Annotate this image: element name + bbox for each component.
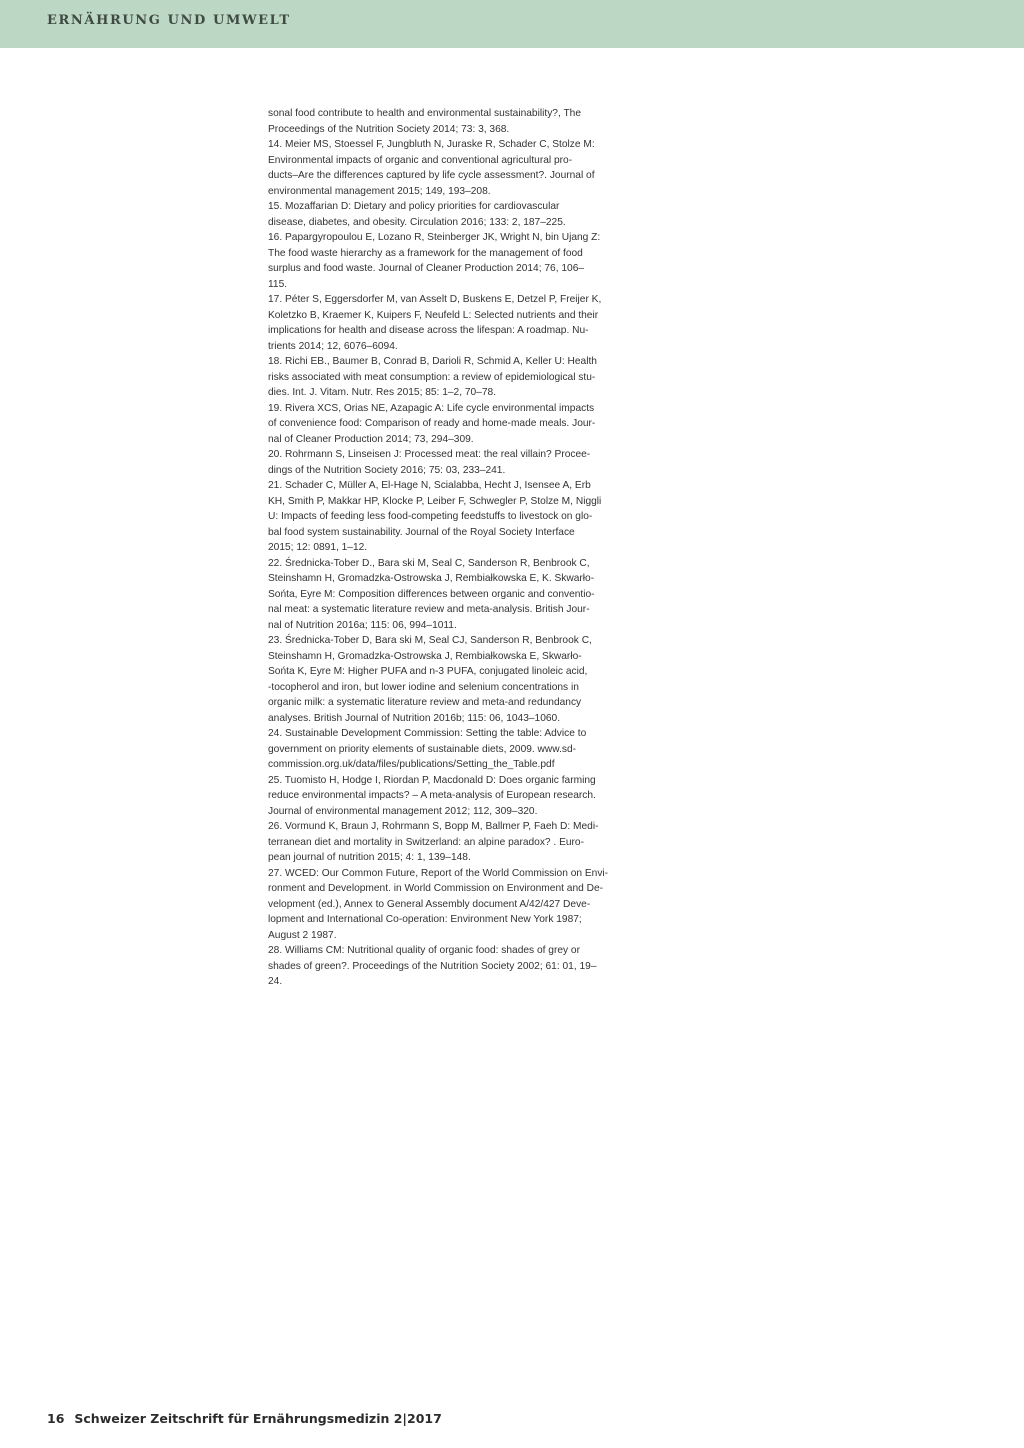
page-number: 16 (47, 1411, 65, 1426)
reference-line: -tocopherol and iron, but lower iodine and selenium concentrations in (268, 681, 579, 693)
header-band (0, 0, 1024, 48)
reference-line: Steinshamn H, Gromadzka-Ostrowska J, Rembiałkowska E, K. Skwarło- (268, 573, 595, 584)
reference-line: 27. WCED: Our Common Future, Report of the World Commission on Envi- (268, 867, 609, 879)
reference-line: ducts–Are the differences captured by life cycle assessment?. Journal of (268, 170, 595, 181)
reference-line: organic milk: a systematic literature review and meta-and redundancy (268, 697, 582, 708)
reference-line: terranean diet and mortality in Switzerland: an alpine paradox? . Euro- (268, 836, 584, 848)
reference-line: Sońta, Eyre M: Composition differences between organic and conventio- (268, 588, 595, 600)
reference-line: surplus and food waste. Journal of Cleaner Production 2014; 76, 106– (268, 263, 585, 274)
reference-line: pean journal of nutrition 2015; 4: 1, 139–148. (268, 852, 471, 863)
reference-line: 28. Williams CM: Nutritional quality of organic food: shades of grey or (268, 945, 580, 956)
reference-line: shades of green?. Proceedings of the Nutrition Society 2002; 61: 01, 19– (268, 960, 597, 972)
reference-line: The food waste hierarchy as a framework for the management of food (268, 247, 583, 259)
reference-line: 25. Tuomisto H, Hodge I, Riordan P, Macdonald D: Does organic farming (268, 774, 596, 786)
reference-line: government on priority elements of sustainable diets, 2009. www.sd- (268, 743, 577, 755)
reference-line: analyses. British Journal of Nutrition 2016b; 115: 06, 1043–1060. (268, 712, 561, 724)
reference-line: implications for health and disease across the lifespan: A roadmap. Nu- (268, 325, 589, 336)
reference-line: 16. Papargyropoulou E, Lozano R, Steinberger JK, Wright N, bin Ujang Z: (268, 232, 601, 243)
reference-line: 19. Rivera XCS, Orias NE, Azapagic A: Life cycle environmental impacts (268, 402, 595, 414)
reference-line: KH, Smith P, Makkar HP, Klocke P, Leiber F, Schwegler P, Stolze M, Niggli (268, 495, 602, 507)
reference-line: bal food system sustainability. Journal of the Royal Society Interface (268, 526, 575, 538)
reference-line: 2015; 12: 0891, 1–12. (268, 542, 368, 553)
reference-line: 24. (268, 976, 283, 987)
journal-name: Schweizer Zeitschrift für Ernährungsmedizin 2|2017 (74, 1411, 442, 1426)
reference-line: 23. Średnicka-Tober D, Bara ski M, Seal CJ, Sanderson R, Benbrook C, (268, 635, 592, 646)
reference-line: ronment and Development. in World Commission on Environment and De- (268, 883, 604, 894)
reference-line: 22. Średnicka-Tober D., Bara ski M, Seal C, Sanderson R, Benbrook C, (268, 557, 590, 569)
reference-line: Koletzko B, Kraemer K, Kuipers F, Neufeld L: Selected nutrients and their (268, 309, 599, 321)
reference-line: Journal of environmental management 2012; 112, 309–320. (268, 805, 538, 817)
reference-line: nal meat: a systematic literature review and meta-analysis. British Jour- (268, 604, 590, 615)
page-footer (47, 1411, 442, 1426)
reference-line: 26. Vormund K, Braun J, Rohrmann S, Bopp M, Ballmer P, Faeh D: Medi- (268, 821, 599, 832)
reference-line: sonal food contribute to health and environmental sustainability?, The (268, 108, 581, 119)
reference-line: Environmental impacts of organic and conventional agricultural pro- (268, 154, 573, 166)
reference-line: Steinshamn H, Gromadzka-Ostrowska J, Rembiałkowska E, Skwarło- (268, 650, 582, 662)
reference-line: 17. Péter S, Eggersdorfer M, van Asselt D, Buskens E, Detzel P, Freijer K, (268, 294, 602, 305)
reference-line: disease, diabetes, and obesity. Circulation 2016; 133: 2, 187–225. (268, 216, 566, 228)
reference-list (268, 106, 612, 990)
reference-line: 18. Richi EB., Baumer B, Conrad B, Darioli R, Schmid A, Keller U: Health (268, 356, 597, 367)
reference-line: August 2 1987. (268, 929, 337, 941)
section-title: ERNÄHRUNG UND UMWELT (47, 13, 291, 28)
reference-line: 14. Meier MS, Stoessel F, Jungbluth N, Juraske R, Schader C, Stolze M: (268, 139, 595, 150)
reference-line: 15. Mozaffarian D: Dietary and policy priorities for cardiovascular (268, 201, 560, 212)
reference-line: 20. Rohrmann S, Linseisen J: Processed meat: the real villain? Procee- (268, 449, 591, 460)
reference-line: commission.org.uk/data/files/publications/Setting_the_Table.pdf (268, 759, 555, 770)
reference-line: lopment and International Co-operation: Environment New York 1987; (268, 914, 582, 925)
reference-line: U: Impacts of feeding less food-competing feedstuffs to livestock on glo- (268, 511, 593, 522)
reference-line: reduce environmental impacts? – A meta-analysis of European research. (268, 790, 596, 801)
reference-line: velopment (ed.), Annex to General Assembly document A/42/427 Deve- (268, 898, 591, 910)
reference-line: risks associated with meat consumption: a review of epidemiological stu- (268, 371, 596, 383)
reference-line: dies. Int. J. Vitam. Nutr. Res 2015; 85: 1–2, 70–78. (268, 387, 497, 398)
reference-line: 24. Sustainable Development Commission: Setting the table: Advice to (268, 728, 587, 739)
reference-line: environmental management 2015; 149, 193–208. (268, 185, 491, 197)
reference-line: Proceedings of the Nutrition Society 2014; 73: 3, 368. (268, 123, 510, 135)
reference-line: of convenience food: Comparison of ready and home-made meals. Jour- (268, 418, 596, 429)
reference-line: nal of Cleaner Production 2014; 73, 294–309. (268, 433, 474, 445)
reference-line: dings of the Nutrition Society 2016; 75: 03, 233–241. (268, 464, 506, 476)
reference-line: trients 2014; 12, 6076–6094. (268, 340, 398, 352)
reference-line: nal of Nutrition 2016a; 115: 06, 994–1011. (268, 619, 457, 631)
reference-line: Sońta K, Eyre M: Higher PUFA and n-3 PUFA, conjugated linoleic acid, (268, 666, 588, 677)
reference-line: 21. Schader C, Müller A, El-Hage N, Scialabba, Hecht J, Isensee A, Erb (268, 480, 591, 491)
reference-line: 115. (268, 278, 288, 290)
